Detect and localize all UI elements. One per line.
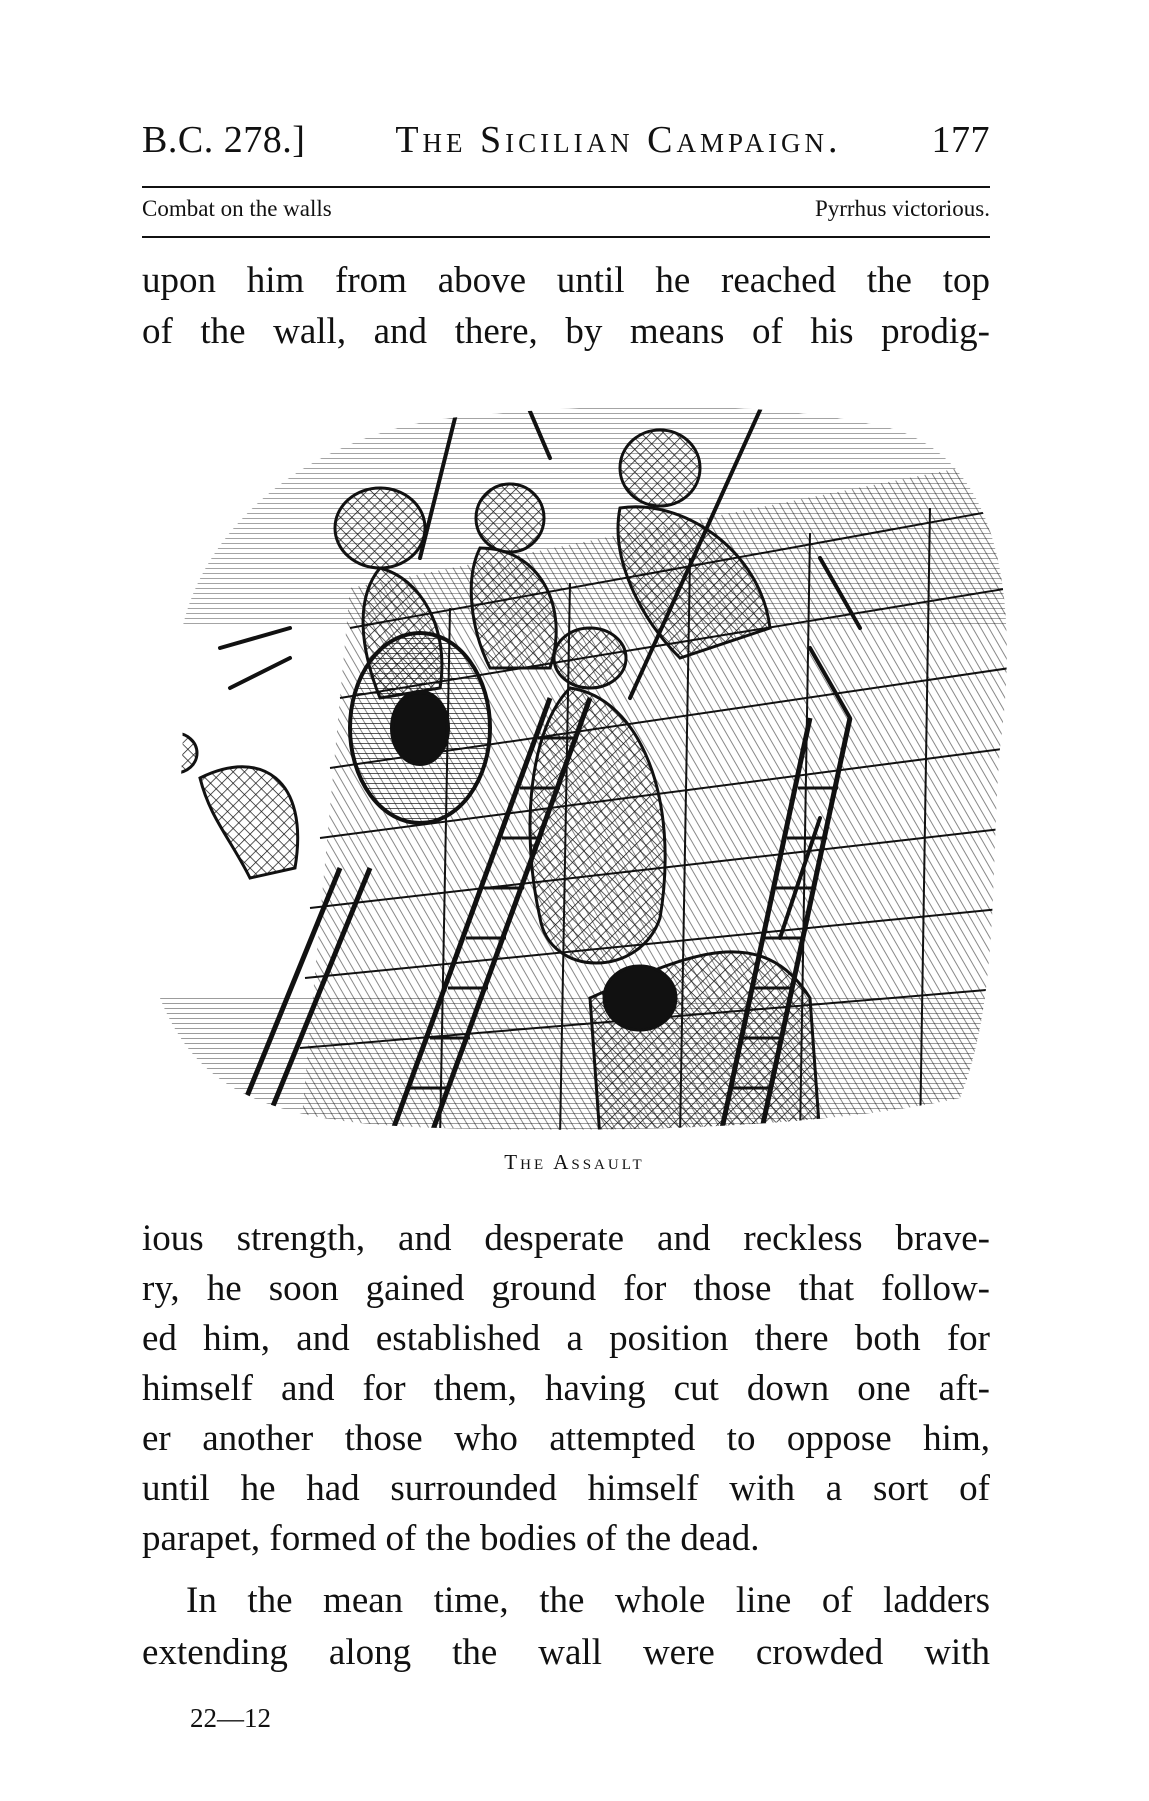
text-line: upon him from above until he reached the top: [142, 260, 990, 301]
shoulder-notes: [142, 196, 990, 222]
text-line: extending along the wall were crowded with: [142, 1632, 990, 1673]
header-rule-top: [142, 186, 990, 188]
shoulder-note-right: Pyrrhus victorious.: [814, 196, 990, 221]
text-line: ry, he soon gained ground for those that follow-: [142, 1268, 990, 1309]
text-line: until he had surrounded himself with a sort of: [142, 1468, 990, 1509]
header-rule-bottom: [142, 236, 990, 238]
page-number: 177: [931, 119, 990, 161]
shoulder-note-left: Combat on the walls: [142, 196, 332, 221]
header-date: B.C. 278.]: [142, 119, 306, 161]
text-line: ious strength, and desperate and reckless brave-: [142, 1218, 990, 1259]
text-line: of the wall, and there, by means of his prodig-: [142, 311, 990, 352]
text-line: parapet, formed of the bodies of the dead.: [142, 1518, 760, 1559]
signature-mark: 22—12: [190, 1703, 271, 1733]
wall-assault-engraving-icon: [120, 398, 1020, 1138]
text-line: In the mean time, the whole line of ladders: [186, 1580, 990, 1621]
text-line: ed him, and established a position there both for: [142, 1318, 990, 1359]
chapter-title: The Sicilian Campaign.: [395, 119, 842, 161]
illustration-caption: The Assault: [504, 1150, 645, 1174]
running-head: [142, 118, 990, 162]
text-line: himself and for them, having cut down one aft-: [142, 1368, 990, 1409]
text-line: er another those who attempted to oppose him,: [142, 1418, 990, 1459]
